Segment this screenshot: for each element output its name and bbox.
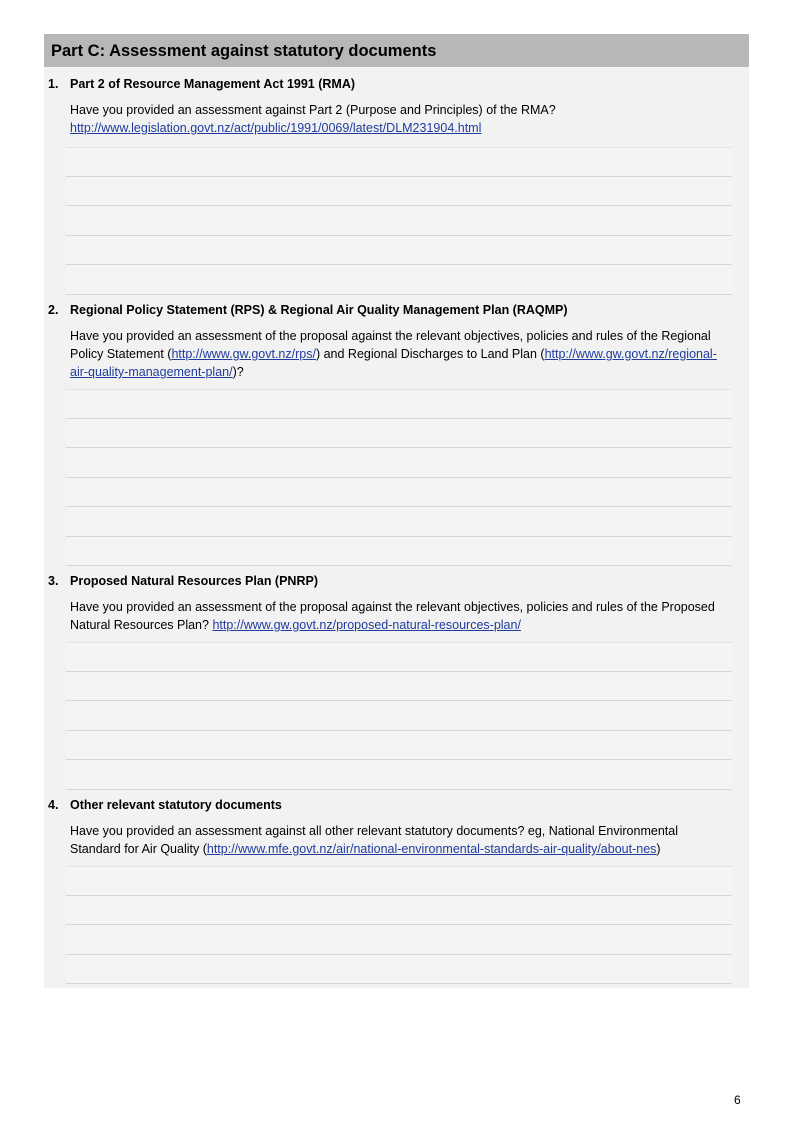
- raqmp-link[interactable]: http://www.gw.govt.nz/regional-air-quality-management-plan/: [70, 347, 717, 379]
- nes-link[interactable]: http://www.mfe.govt.nz/air/national-environmental-standards-air-quality/about-nes: [206, 842, 657, 856]
- question-prompt-end: )?: [232, 365, 244, 379]
- question-number: 2.: [48, 303, 59, 317]
- answer-line[interactable]: [66, 507, 732, 537]
- answer-line[interactable]: [66, 955, 732, 985]
- question-heading: Proposed Natural Resources Plan (PNRP): [70, 574, 318, 588]
- answer-line[interactable]: [66, 265, 732, 295]
- rma-link[interactable]: http://www.legislation.govt.nz/act/public/1991/0069/latest/DLM231904.html: [70, 121, 482, 135]
- question-title: [48, 77, 355, 91]
- answer-line[interactable]: [66, 642, 732, 672]
- question-text: [70, 101, 720, 137]
- answer-line[interactable]: [66, 389, 732, 419]
- answer-line[interactable]: [66, 448, 732, 478]
- answer-line[interactable]: [66, 701, 732, 731]
- section-header: [44, 34, 749, 67]
- question-heading: Part 2 of Resource Management Act 1991 (RMA): [70, 77, 356, 91]
- answer-line[interactable]: [66, 760, 732, 790]
- answer-area[interactable]: [66, 866, 732, 984]
- answer-line[interactable]: [66, 537, 732, 567]
- question-prompt-end: ): [656, 842, 661, 856]
- answer-line[interactable]: [66, 866, 732, 896]
- question-prompt: Have you provided an assessment of the proposal against the relevant objectives, policies and rules of the Regional Policy Statement (: [70, 329, 711, 361]
- question-prompt: Have you provided an assessment of the proposal against the relevant objectives, policies and rules of the Proposed Natural Resources Plan?: [70, 600, 715, 632]
- question-prompt: Have you provided an assessment against Part 2 (Purpose and Principles) of the RMA?: [70, 103, 556, 117]
- section-title: Part C: Assessment against statutory documents: [51, 42, 437, 60]
- question-prompt: Have you provided an assessment against all other relevant statutory documents? eg, National Environmental Standard for Air Quality (: [70, 824, 678, 856]
- answer-area[interactable]: [66, 389, 732, 566]
- answer-line[interactable]: [66, 236, 732, 266]
- question-title: [48, 303, 568, 317]
- question-title: [48, 574, 318, 588]
- answer-line[interactable]: [66, 147, 732, 177]
- answer-area[interactable]: [66, 147, 732, 295]
- question-number: 3.: [48, 574, 59, 588]
- question-heading: Regional Policy Statement (RPS) & Regional Air Quality Management Plan (RAQMP): [70, 303, 568, 317]
- rps-link[interactable]: http://www.gw.govt.nz/rps/: [171, 347, 316, 361]
- answer-line[interactable]: [66, 731, 732, 761]
- question-text: [70, 327, 720, 381]
- answer-line[interactable]: [66, 925, 732, 955]
- question-number: 4.: [48, 798, 59, 812]
- answer-line[interactable]: [66, 672, 732, 702]
- answer-line[interactable]: [66, 206, 732, 236]
- question-number: 1.: [48, 77, 59, 91]
- question-prompt-cont: ) and Regional Discharges to Land Plan (: [315, 347, 545, 361]
- question-text: [70, 822, 720, 858]
- answer-line[interactable]: [66, 896, 732, 926]
- answer-area[interactable]: [66, 642, 732, 790]
- answer-line[interactable]: [66, 419, 732, 449]
- question-title: [48, 798, 282, 812]
- answer-line[interactable]: [66, 177, 732, 207]
- question-text: [70, 598, 720, 634]
- question-heading: Other relevant statutory documents: [70, 798, 282, 812]
- answer-line[interactable]: [66, 478, 732, 508]
- form-panel: [44, 67, 749, 988]
- page-number: 6: [734, 1093, 741, 1107]
- pnrp-link[interactable]: http://www.gw.govt.nz/proposed-natural-resources-plan/: [212, 618, 521, 632]
